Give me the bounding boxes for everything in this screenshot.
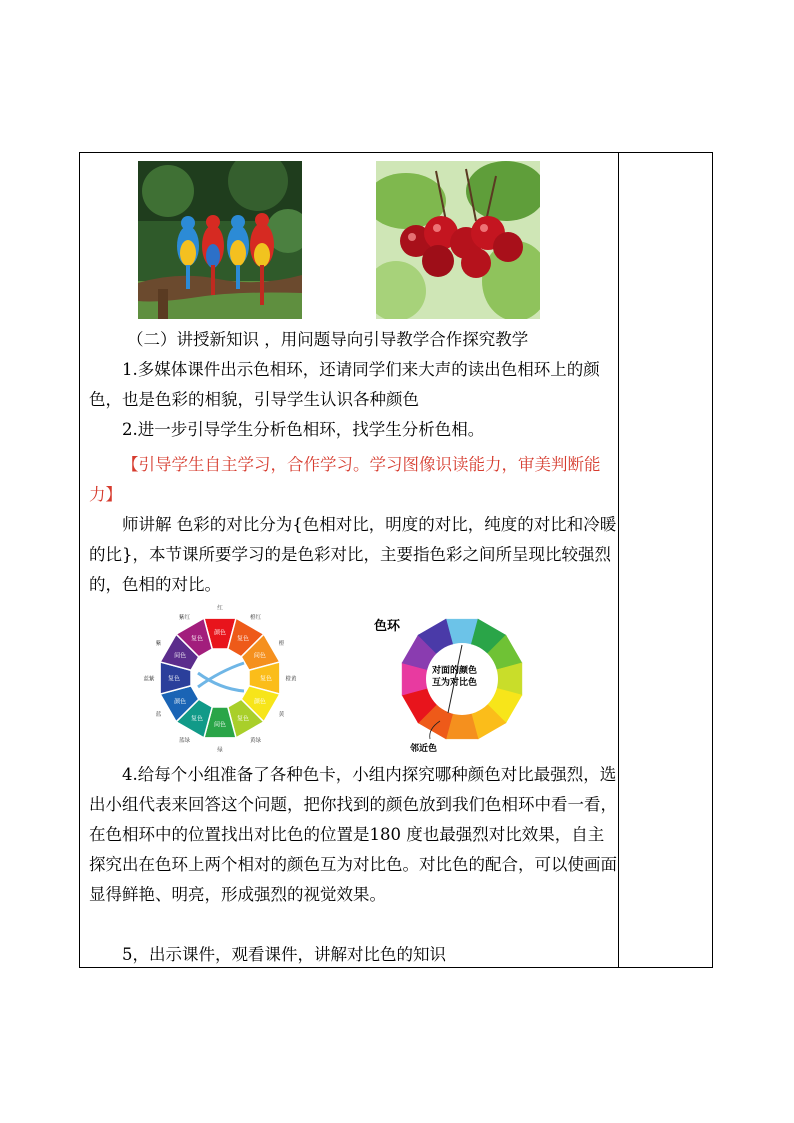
hue-wheel-diagram — [140, 601, 300, 755]
hue-wheel-outer-label: 蓝紫 — [143, 676, 155, 683]
hue-wheel-inner-label: 复色 — [236, 635, 250, 643]
hue-wheel-inner-label: 复色 — [190, 635, 204, 643]
hue-wheel-inner-label: 颜色 — [253, 698, 266, 706]
hue-wheel-inner-label: 复色 — [190, 715, 204, 723]
hue-wheel-outer-label: 蓝绿 — [178, 737, 191, 744]
color-ring-center-line2: 互为对比色 — [432, 678, 478, 688]
section-title: （二）讲授新知识 ，用问题导向引导教学合作探究教学 — [127, 330, 529, 349]
color-ring-diagram — [370, 611, 540, 759]
hue-wheel-outer-label: 黄 — [278, 712, 285, 718]
hue-wheel-center — [191, 649, 249, 707]
color-ring-center-line1: 对面的颜色 — [432, 666, 478, 676]
hue-wheel-outer-label: 蓝 — [155, 712, 162, 718]
hue-wheel-inner-label: 间色 — [213, 721, 227, 729]
hue-wheel-outer-label: 橙红 — [249, 615, 262, 622]
hue-wheel-inner-label: 复色 — [167, 675, 181, 683]
hue-wheel-outer-label: 红 — [217, 605, 223, 612]
lesson-table — [79, 152, 713, 968]
paragraph-3: 师讲解 色彩的对比分为{色相对比，明度的对比，纯度的对比和冷暖的比}，本节课所要学习的是色彩对比，主要指色彩之间所呈现比较强烈的，色相的对比。 — [89, 515, 617, 594]
parrots-photo — [138, 161, 302, 319]
paragraph-4: 4.给每个小组准备了各种色卡，小组内探究哪种颜色对比最强烈，选出小组代表来回答这个问题，把你找到的颜色放到我们色相环中看一看，在色相环中的位置找出对比色的位置是180 度也最强烈对比效果，自主探究出在色环上两个相对的颜色互为对比色。对比色的配合，可以使画面显得鲜艳、明亮，形成强烈的视觉效果。 — [89, 765, 617, 904]
hue-wheel-inner-label: 间色 — [253, 652, 266, 660]
cherries-photo — [376, 161, 540, 319]
paragraph-5: 5，出示课件，观看课件，讲解对比色的知识 — [122, 945, 446, 964]
column-divider — [618, 153, 619, 967]
hue-wheel-outer-label: 橙黄 — [285, 676, 297, 683]
hue-wheel-inner-label: 颜色 — [174, 698, 187, 706]
highlight-note: 【引导学生自主学习，合作学习。学习图像识读能力，审美判断能力】 — [89, 455, 601, 504]
color-ring-bottom-label: 邻近色 — [410, 744, 438, 754]
hue-wheel-outer-label: 黄绿 — [249, 737, 262, 744]
hue-wheel-inner-label: 复色 — [259, 675, 273, 683]
hue-wheel-outer-label: 紫 — [155, 641, 162, 647]
paragraph-1: 1.多媒体课件出示色相环，还请同学们来大声的读出色相环上的颜色，也是色彩的相貌，引导学生认识各种颜色 — [89, 360, 600, 409]
hue-wheel-inner-label: 颜色 — [213, 629, 227, 637]
hue-wheel-inner-label: 间色 — [174, 652, 187, 660]
hue-wheel-outer-label: 橙 — [278, 641, 285, 647]
color-ring-title: 色环 — [374, 619, 401, 634]
hue-wheel-outer-label: 绿 — [217, 747, 223, 754]
hue-wheel-outer-label: 紫红 — [178, 615, 191, 622]
paragraph-2: 2.进一步引导学生分析色相环，找学生分析色相。 — [122, 420, 485, 439]
hue-wheel-inner-label: 复色 — [236, 715, 250, 723]
